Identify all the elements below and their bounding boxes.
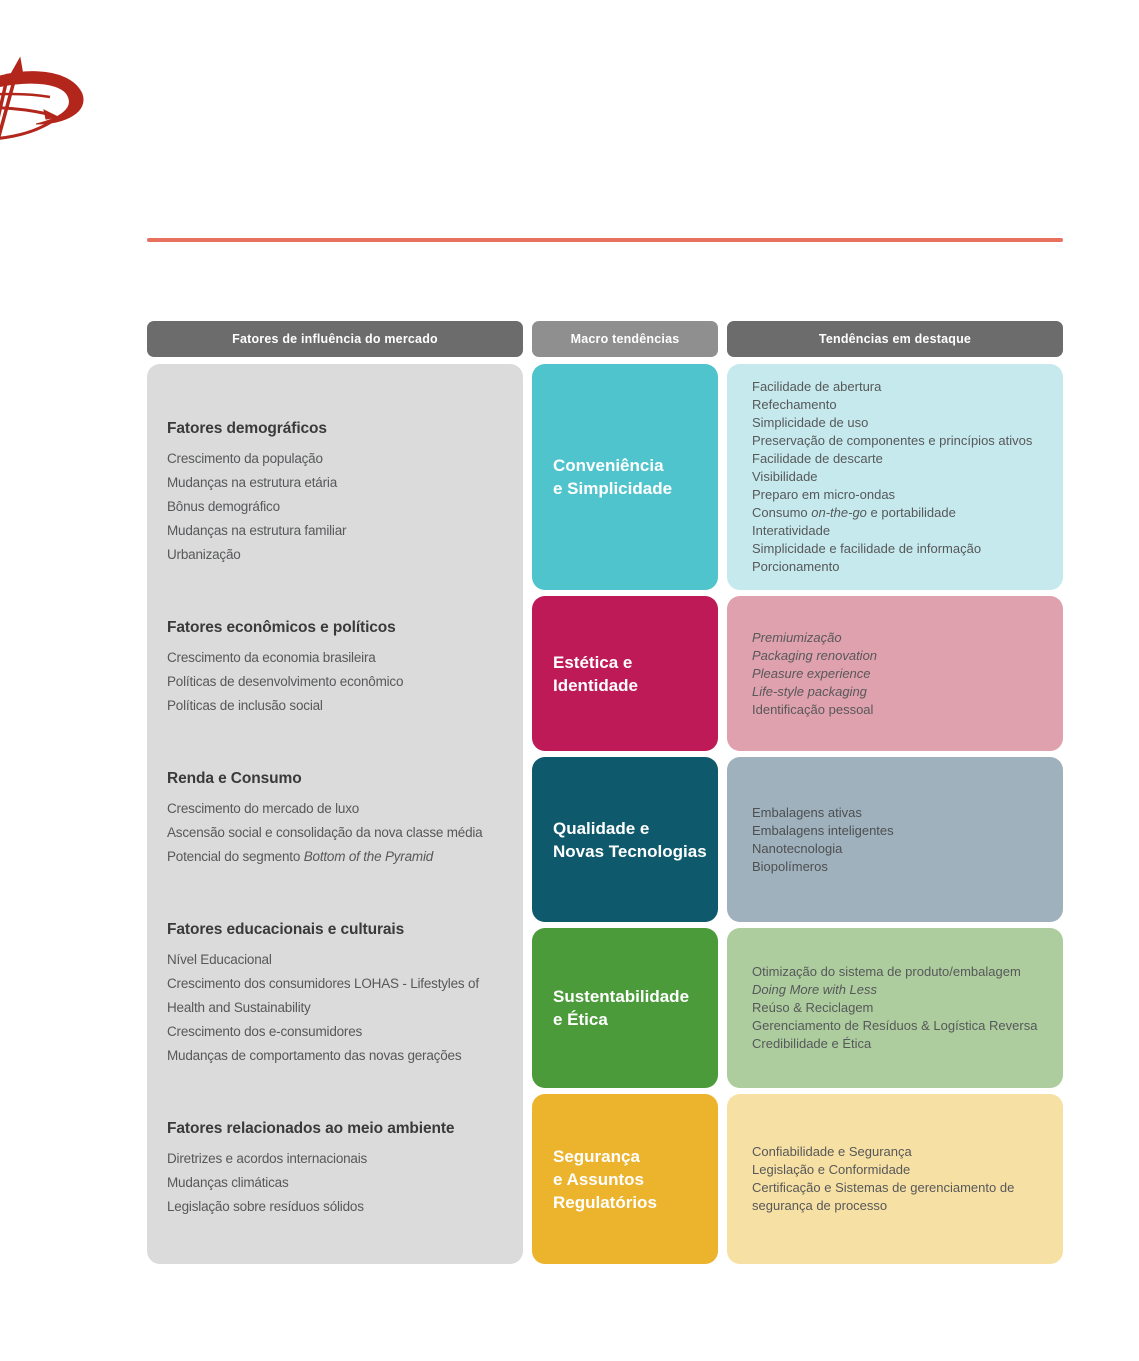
trend-item: Refechamento bbox=[752, 397, 837, 412]
factor-section-title: Fatores econômicos e políticos bbox=[167, 619, 396, 636]
macro-trend-box-conveniencia-e-simplicidade bbox=[532, 364, 718, 590]
factor-section-title: Fatores educacionais e culturais bbox=[167, 921, 405, 938]
macro-trend-label: e Simplicidade bbox=[553, 479, 673, 498]
macro-trend-box-sustentabilidade-e-etica bbox=[532, 928, 718, 1088]
macro-trend-label: Conveniência bbox=[553, 456, 664, 475]
highlight-trends-box-qualidade-e-novas-tecnologias bbox=[727, 757, 1063, 922]
macro-trend-label: Sustentabilidade bbox=[553, 987, 690, 1006]
factor-item: Crescimento da população bbox=[167, 451, 323, 466]
trend-item: Confiabilidade e Segurança bbox=[752, 1144, 912, 1159]
trend-item: Visibilidade bbox=[752, 469, 818, 484]
trend-item: Legislação e Conformidade bbox=[752, 1162, 911, 1177]
red-swoosh-arrows-logo-icon bbox=[0, 50, 110, 162]
highlight-trends-box-estetica-e-identidade bbox=[727, 596, 1063, 751]
header-market-factors: Fatores de influência do mercado bbox=[147, 321, 523, 357]
factor-section bbox=[167, 1116, 513, 1219]
factor-item: Nível Educacional bbox=[167, 952, 272, 967]
trend-item: Facilidade de abertura bbox=[752, 379, 882, 394]
factor-item: Crescimento dos e-consumidores bbox=[167, 1024, 363, 1039]
trend-item: Preparo em micro-ondas bbox=[752, 487, 896, 502]
column-headers bbox=[147, 321, 1063, 357]
factor-section-title: Fatores demográficos bbox=[167, 420, 327, 437]
macro-trend-label: Novas Tecnologias bbox=[553, 841, 707, 861]
matrix-body bbox=[147, 364, 1063, 1264]
trend-item: Consumo on-the-go e portabilidade bbox=[752, 505, 956, 520]
macro-trend-box-estetica-e-identidade bbox=[532, 596, 718, 751]
header-macro-trends: Macro tendências bbox=[532, 321, 718, 357]
factor-item: Políticas de inclusão social bbox=[167, 698, 323, 713]
trend-item: Packaging renovation bbox=[752, 647, 878, 663]
factor-item: Legislação sobre resíduos sólidos bbox=[167, 1199, 364, 1214]
trend-item: Pleasure experience bbox=[752, 665, 871, 681]
macro-trend-label: Qualidade e bbox=[553, 818, 650, 838]
header-highlight-trends: Tendências em destaque bbox=[727, 321, 1063, 357]
factor-section-title: Renda e Consumo bbox=[167, 770, 302, 787]
factor-item: Diretrizes e acordos internacionais bbox=[167, 1151, 368, 1166]
factor-item: Crescimento do mercado de luxo bbox=[167, 801, 360, 816]
macro-trend-box-seguranca-e-assuntos-regulatorios bbox=[532, 1094, 718, 1264]
trend-item: Interatividade bbox=[752, 523, 831, 538]
trend-item: Simplicidade e facilidade de informação bbox=[752, 541, 982, 556]
factor-item: Potencial do segmento Bottom of the Pyramid bbox=[167, 849, 434, 864]
trend-item: Facilidade de descarte bbox=[752, 451, 883, 466]
trend-item: Nanotecnologia bbox=[752, 840, 843, 856]
factor-item: Mudanças de comportamento das novas gerações bbox=[167, 1048, 462, 1063]
page-divider-rule bbox=[147, 238, 1063, 242]
factor-section bbox=[167, 766, 513, 869]
macro-trend-label: Identidade bbox=[553, 675, 639, 695]
trend-item: Doing More with Less bbox=[752, 982, 877, 997]
factor-item: Ascensão social e consolidação da nova classe média bbox=[167, 825, 483, 840]
factor-section bbox=[167, 917, 513, 1068]
factor-item: Bônus demográfico bbox=[167, 499, 280, 514]
trend-item: Life-style packaging bbox=[752, 683, 867, 699]
trend-item: Biopolímeros bbox=[752, 858, 828, 874]
trend-item: Reúso & Reciclagem bbox=[752, 1000, 874, 1015]
factor-item: Mudanças na estrutura familiar bbox=[167, 523, 347, 538]
trend-item: Premiumização bbox=[752, 629, 842, 645]
highlight-trends-box-sustentabilidade-e-etica bbox=[727, 928, 1063, 1088]
macro-trends-column bbox=[532, 364, 718, 1264]
macro-trend-label: e Ética bbox=[553, 1010, 608, 1029]
macro-trend-label: Estética e bbox=[553, 652, 633, 672]
trend-item: Preservação de componentes e princípios ativos bbox=[752, 433, 1033, 448]
trend-item: Credibilidade e Ética bbox=[752, 1036, 872, 1051]
trend-item: Simplicidade de uso bbox=[752, 415, 869, 430]
trend-item: Embalagens inteligentes bbox=[752, 822, 894, 838]
factor-item: Políticas de desenvolvimento econômico bbox=[167, 674, 404, 689]
macro-trend-label: e Assuntos bbox=[553, 1169, 645, 1189]
factor-item: Crescimento dos consumidores LOHAS - Lifestyles of Health and Sustainability bbox=[167, 976, 479, 1015]
factor-section bbox=[167, 615, 513, 718]
macro-trend-label: Regulatórios bbox=[553, 1192, 657, 1212]
trend-item: Embalagens ativas bbox=[752, 804, 862, 820]
trend-item: Porcionamento bbox=[752, 559, 840, 574]
highlight-trends-box-conveniencia-e-simplicidade bbox=[727, 364, 1063, 590]
highlight-trends-box-seguranca-e-assuntos-regulatorios bbox=[727, 1094, 1063, 1264]
trend-item: Gerenciamento de Resíduos & Logística Reversa bbox=[752, 1018, 1038, 1033]
factor-item: Mudanças climáticas bbox=[167, 1175, 289, 1190]
trends-matrix bbox=[147, 321, 1063, 1264]
highlight-trends-column bbox=[727, 364, 1063, 1264]
market-factors-panel bbox=[147, 364, 523, 1264]
factor-item: Urbanização bbox=[167, 547, 241, 562]
factor-item: Mudanças na estrutura etária bbox=[167, 475, 337, 490]
trend-item: Otimização do sistema de produto/embalagem bbox=[752, 964, 1021, 979]
macro-trend-box-qualidade-e-novas-tecnologias bbox=[532, 757, 718, 922]
factor-section-title: Fatores relacionados ao meio ambiente bbox=[167, 1120, 455, 1137]
factor-section bbox=[167, 416, 513, 567]
trend-item: Identificação pessoal bbox=[752, 701, 874, 717]
trend-item: Certificação e Sistemas de gerenciamento de segurança de processo bbox=[752, 1180, 1015, 1213]
macro-trend-label: Segurança bbox=[553, 1146, 640, 1166]
factor-item: Crescimento da economia brasileira bbox=[167, 650, 376, 665]
